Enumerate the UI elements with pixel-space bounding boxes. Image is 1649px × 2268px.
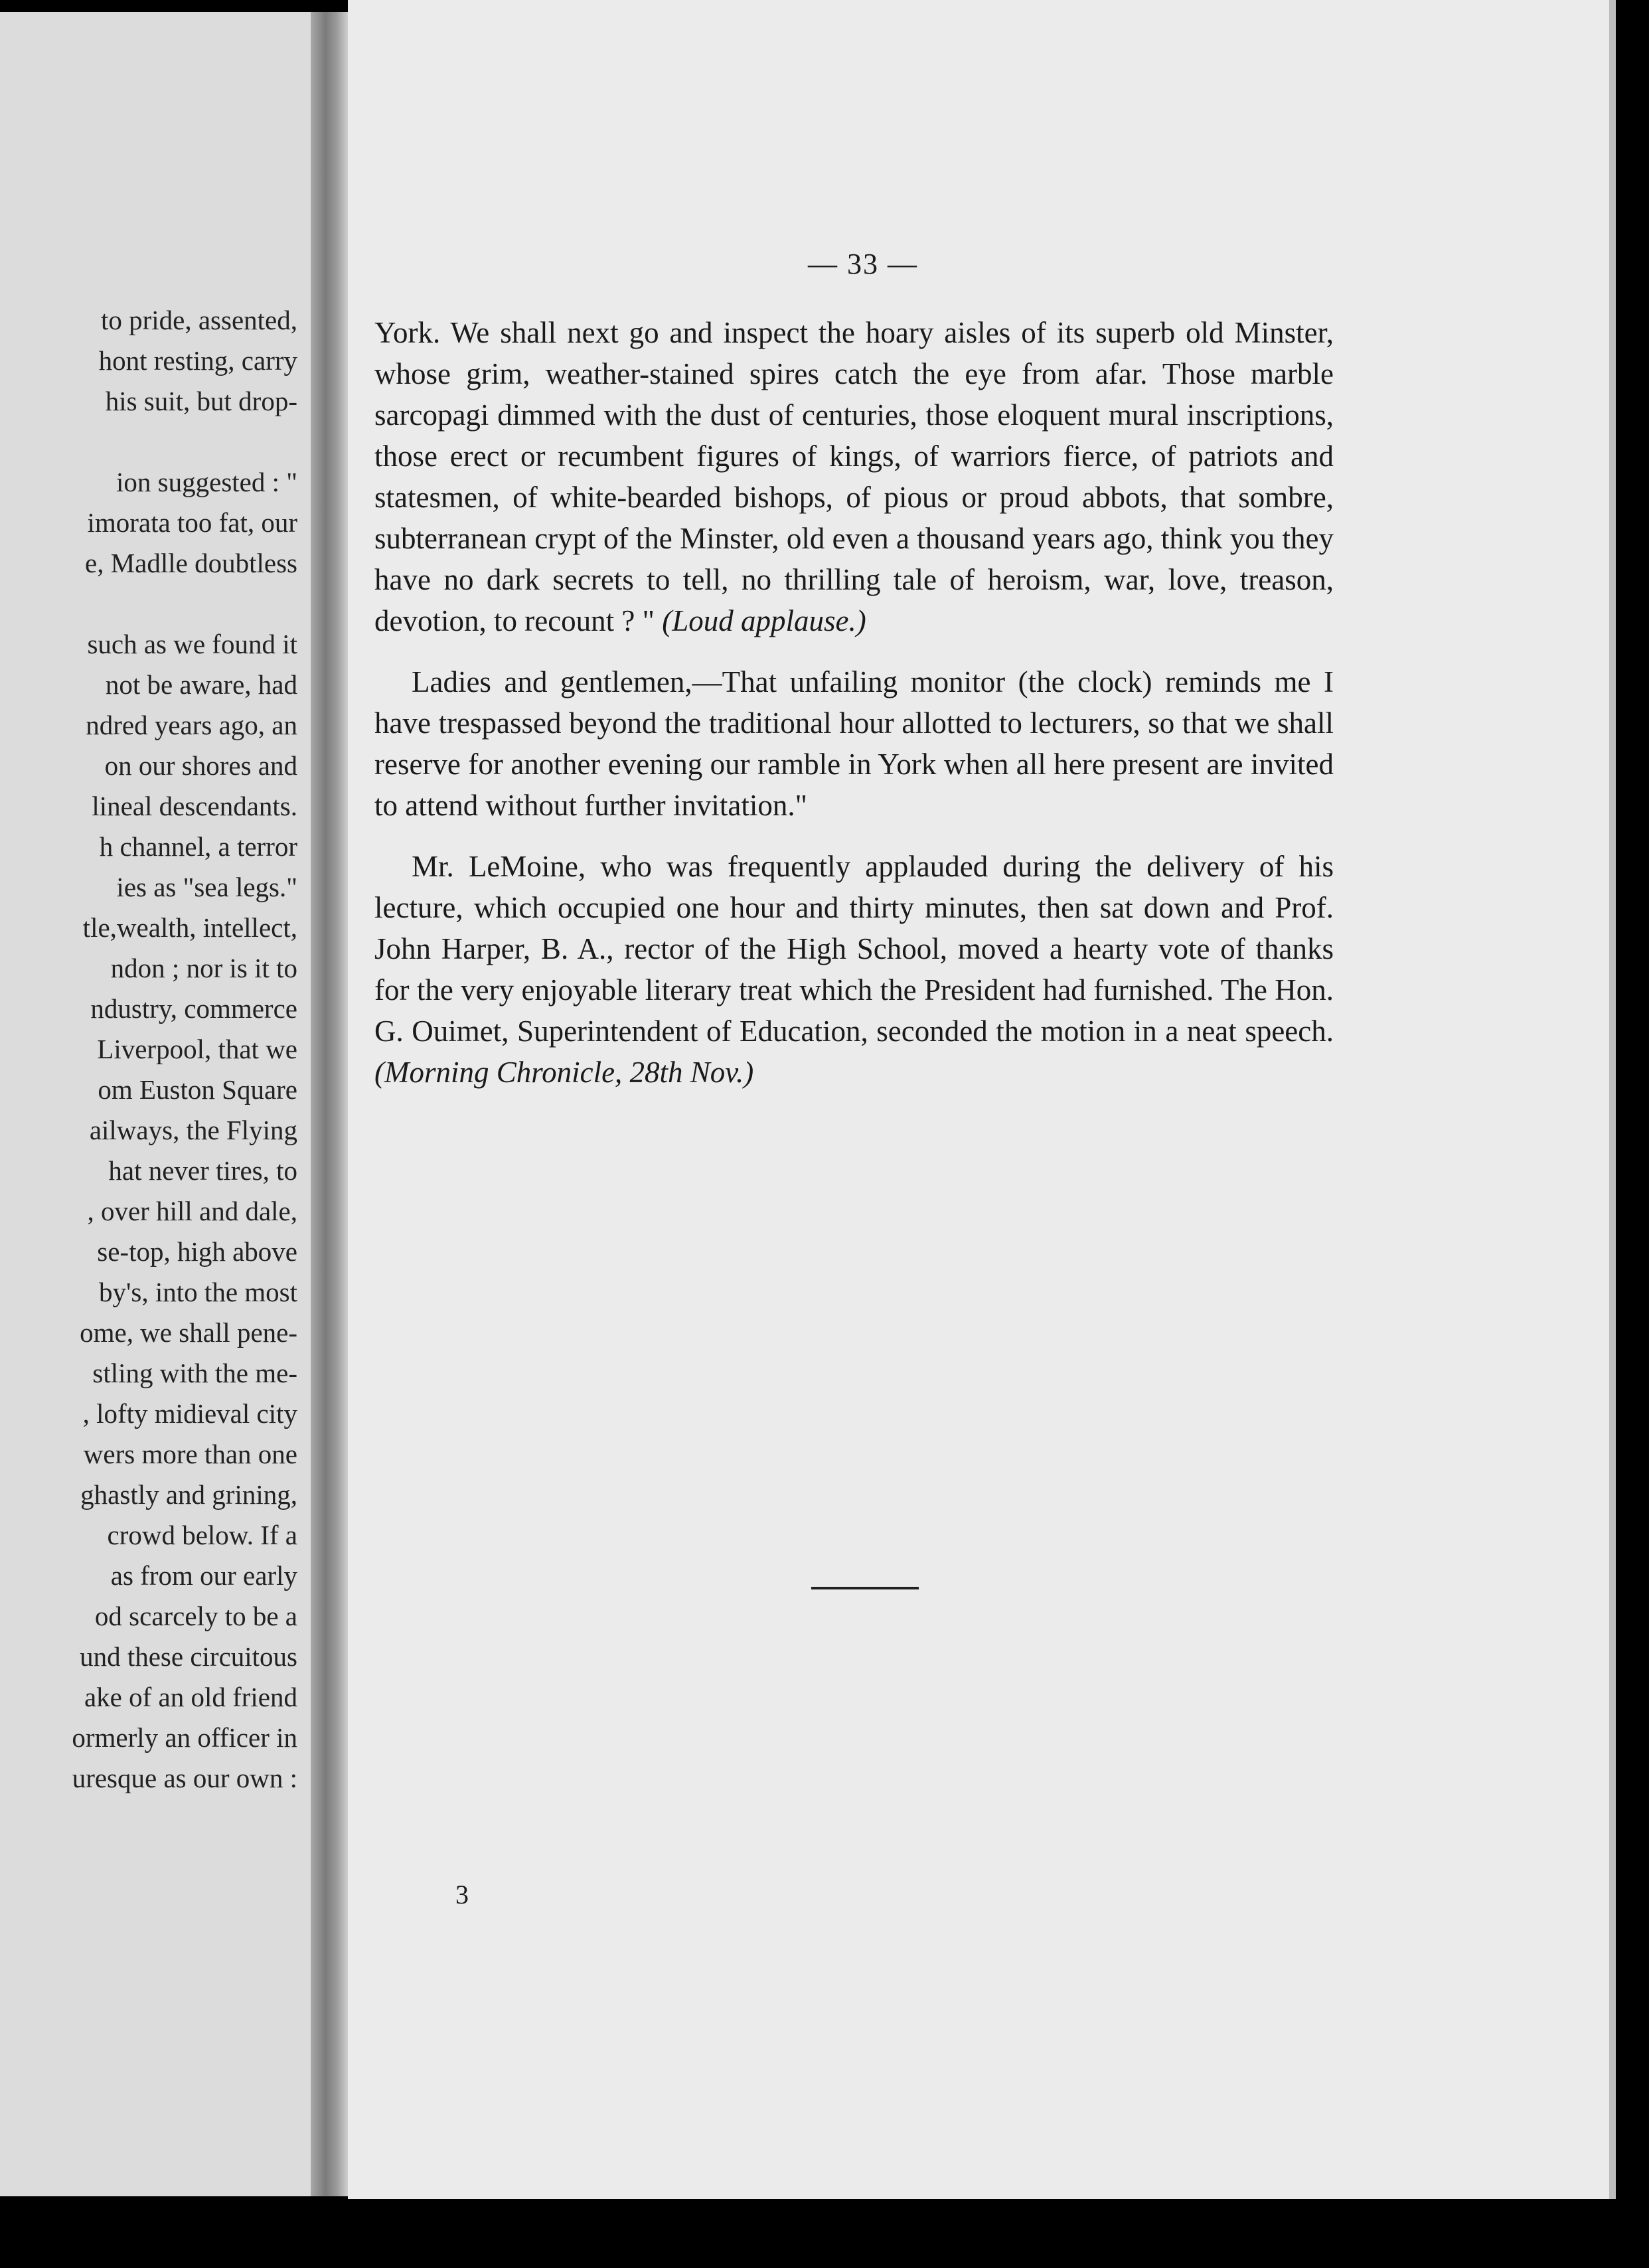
left-page-line: ailways, the Flying bbox=[89, 1115, 297, 1145]
paragraph-york bbox=[374, 312, 1334, 641]
left-page-line: such as we found it bbox=[87, 629, 297, 659]
left-page-line: ies as "sea legs." bbox=[116, 872, 297, 902]
paragraph-ladies-text: Ladies and gentlemen,—That unfailing monitor (the clock) reminds me I have trespassed beyond the traditional hour allotted to lecturers, so that we shall reserve for another evening our ramble in York when all here present are invited to attend without further invitation." bbox=[374, 665, 1334, 822]
paragraph-ladies bbox=[374, 661, 1334, 826]
left-page-line: Liverpool, that we bbox=[97, 1034, 297, 1064]
paragraph-york-text: York. We shall next go and inspect the hoary aisles of its superb old Minster, whose grim, weather-stained spires catch the eye from afar. Those marble sarcopagi dimmed with the dust of centuries, those eloquent mural inscriptions, those erect or recumbent figures of kings, of warriors fierce, of patriots and statesmen, of white-bearded bishops, of pious or proud abbots, that sombre, subterranean crypt of the Minster, old even a thousand years ago, think you they have no dark secrets to tell, no thrilling tale of heroism, war, love, treason, devotion, to recount ? " bbox=[374, 316, 1334, 637]
left-page-line: stling with the me- bbox=[92, 1358, 297, 1388]
left-page-line: ndustry, commerce bbox=[90, 993, 297, 1024]
left-page-line: uresque as our own : bbox=[72, 1763, 297, 1793]
loud-applause: (Loud applause.) bbox=[662, 604, 866, 637]
left-page-fragment bbox=[0, 12, 311, 2196]
left-page-line: ome, we shall pene- bbox=[80, 1317, 297, 1348]
left-page-line: on our shores and bbox=[104, 750, 297, 781]
left-page-line: e, Madlle doubtless bbox=[85, 548, 297, 578]
end-rule bbox=[811, 1587, 919, 1589]
left-page-line: und these circuitous bbox=[80, 1641, 297, 1672]
left-page-line: ndred years ago, an bbox=[86, 710, 297, 740]
left-page-line: ormerly an officer in bbox=[72, 1722, 297, 1753]
left-page-line: imorata too fat, our bbox=[87, 507, 297, 538]
left-page-line: ndon ; nor is it to bbox=[110, 953, 297, 983]
left-page-line: h channel, a terror bbox=[99, 831, 297, 862]
left-page-line: lineal descendants. bbox=[92, 791, 297, 821]
left-page-line: hat never tires, to bbox=[108, 1155, 297, 1186]
left-page-line: his suit, but drop- bbox=[105, 386, 297, 416]
page-number: — 33 — bbox=[808, 248, 918, 280]
page-edge bbox=[1609, 0, 1616, 2199]
left-page-line: ion suggested : " bbox=[116, 467, 297, 497]
left-page-line: , lofty midieval city bbox=[82, 1398, 297, 1429]
paragraph-lemoine bbox=[374, 846, 1334, 1093]
left-page-line: , over hill and dale, bbox=[87, 1196, 297, 1226]
left-page-line: tle,wealth, intellect, bbox=[82, 912, 297, 943]
left-page-line: not be aware, had bbox=[105, 669, 297, 700]
left-page-line: ghastly and grining, bbox=[80, 1479, 297, 1510]
paragraph-lemoine-text: Mr. LeMoine, who was frequently applauded during the delivery of his lecture, which occupied one hour and thirty minutes, then sat down and Prof. John Harper, B. A., rector of the High School, moved a hearty vote of thanks for the very enjoyable literary treat which the President had furnished. The Hon. G. Ouimet, Superintendent of Education, seconded the motion in a neat speech. bbox=[374, 850, 1334, 1048]
left-page-line: od scarcely to be a bbox=[94, 1601, 297, 1631]
left-page-line: om Euston Square bbox=[98, 1074, 297, 1105]
left-page-line: wers more than one bbox=[83, 1439, 297, 1469]
book-gutter bbox=[311, 12, 348, 2196]
source-citation: (Morning Chronicle, 28th Nov.) bbox=[374, 1056, 754, 1089]
left-page-line: se-top, high above bbox=[97, 1236, 297, 1267]
signature-mark: 3 bbox=[455, 1880, 469, 1909]
left-page-line: ake of an old friend bbox=[84, 1682, 297, 1712]
left-page-line: hont resting, carry bbox=[98, 345, 297, 376]
left-page-line: crowd below. If a bbox=[107, 1520, 297, 1550]
left-page-line: by's, into the most bbox=[99, 1277, 297, 1307]
body-text bbox=[374, 312, 1334, 1113]
left-page-line: as from our early bbox=[110, 1560, 297, 1591]
left-page-line: to pride, assented, bbox=[100, 305, 297, 335]
